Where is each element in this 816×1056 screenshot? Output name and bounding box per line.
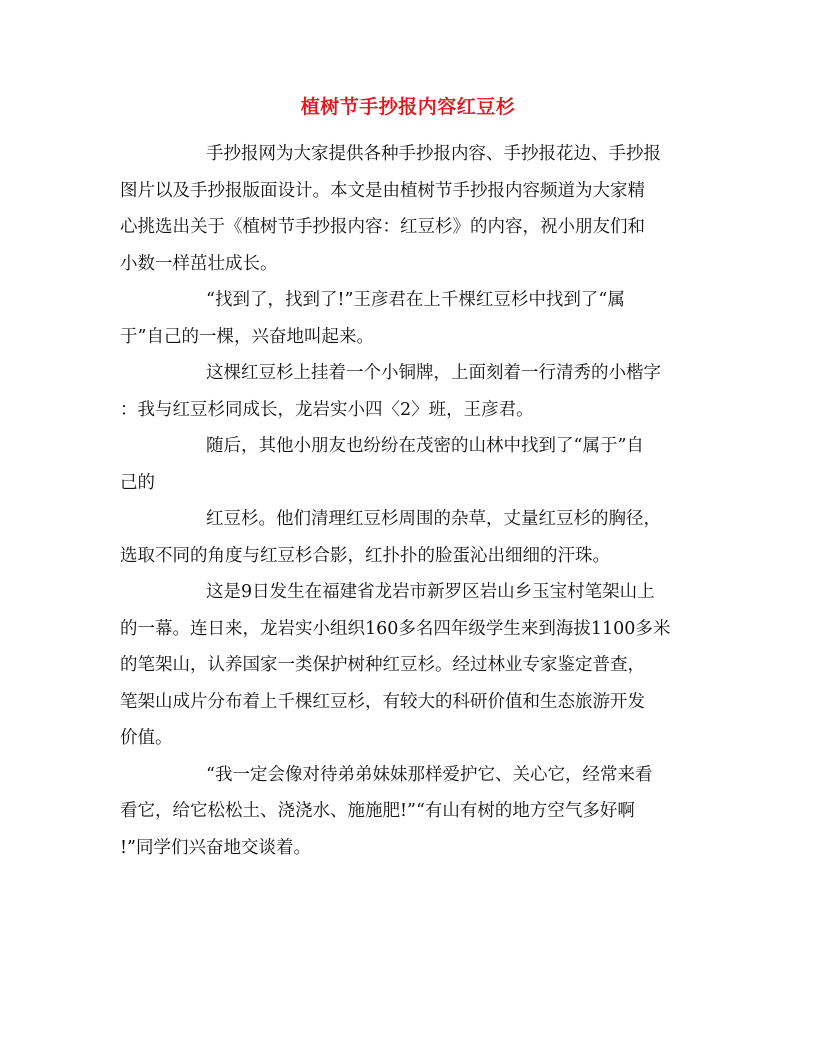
- text-line: 心挑选出关于《植树节手抄报内容：红豆杉》的内容，祝小朋友们和: [120, 217, 645, 237]
- text-line: 红豆杉。他们清理红豆杉周围的杂草，丈量红豆杉的胸径，: [206, 509, 661, 529]
- document-body: [120, 136, 700, 866]
- text-line: 的笔架山，认养国家一类保护树种红豆杉。经过林业专家鉴定普查，: [120, 655, 645, 675]
- text-line: !”同学们兴奋地交谈着。: [120, 837, 311, 858]
- text-line: “我一定会像对待弟弟妹妹那样爱护它、关心它，经常来看: [206, 764, 653, 785]
- text-line: 选取不同的角度与红豆杉合影，红扑扑的脸蛋沁出细细的汗珠。: [120, 545, 610, 566]
- text-line: “找到了，找到了!”王彦君在上千棵红豆杉中找到了“属: [206, 290, 625, 310]
- text-line: 看它，给它松松土、浇浇水、施施肥!”“有山有树的地方空气多好啊: [120, 801, 635, 821]
- text-line: 这是9日发生在福建省龙岩市新罗区岩山乡玉宝村笔架山上: [206, 582, 655, 602]
- text-line: 这棵红豆杉上挂着一个小铜牌，上面刻着一行清秀的小楷字: [206, 363, 661, 383]
- text-line: 随后，其他小朋友也纷纷在茂密的山林中找到了“属于”自: [206, 436, 644, 456]
- text-line: 价值。: [120, 728, 173, 748]
- text-line: 笔架山成片分布着上千棵红豆杉，有较大的科研价值和生态旅游开发: [120, 691, 645, 712]
- text-line: 己的: [120, 472, 155, 493]
- text-line: ：我与红豆杉同成长，龙岩实小四〈2〉班，王彦君。: [120, 399, 534, 420]
- text-line: 小数一样茁壮成长。: [120, 253, 278, 274]
- document-title: 植树节手抄报内容红豆杉: [300, 96, 516, 118]
- text-line: 手抄报网为大家提供各种手抄报内容、手抄报花边、手抄报: [206, 144, 661, 164]
- text-line: 的一幕。连日来，龙岩实小组织160多名四年级学生来到海拔1100多米: [120, 618, 671, 639]
- text-line: 于”自己的一棵，兴奋地叫起来。: [120, 326, 374, 347]
- text-line: 图片以及手抄报版面设计。本文是由植树节手抄报内容频道为大家精: [120, 180, 645, 201]
